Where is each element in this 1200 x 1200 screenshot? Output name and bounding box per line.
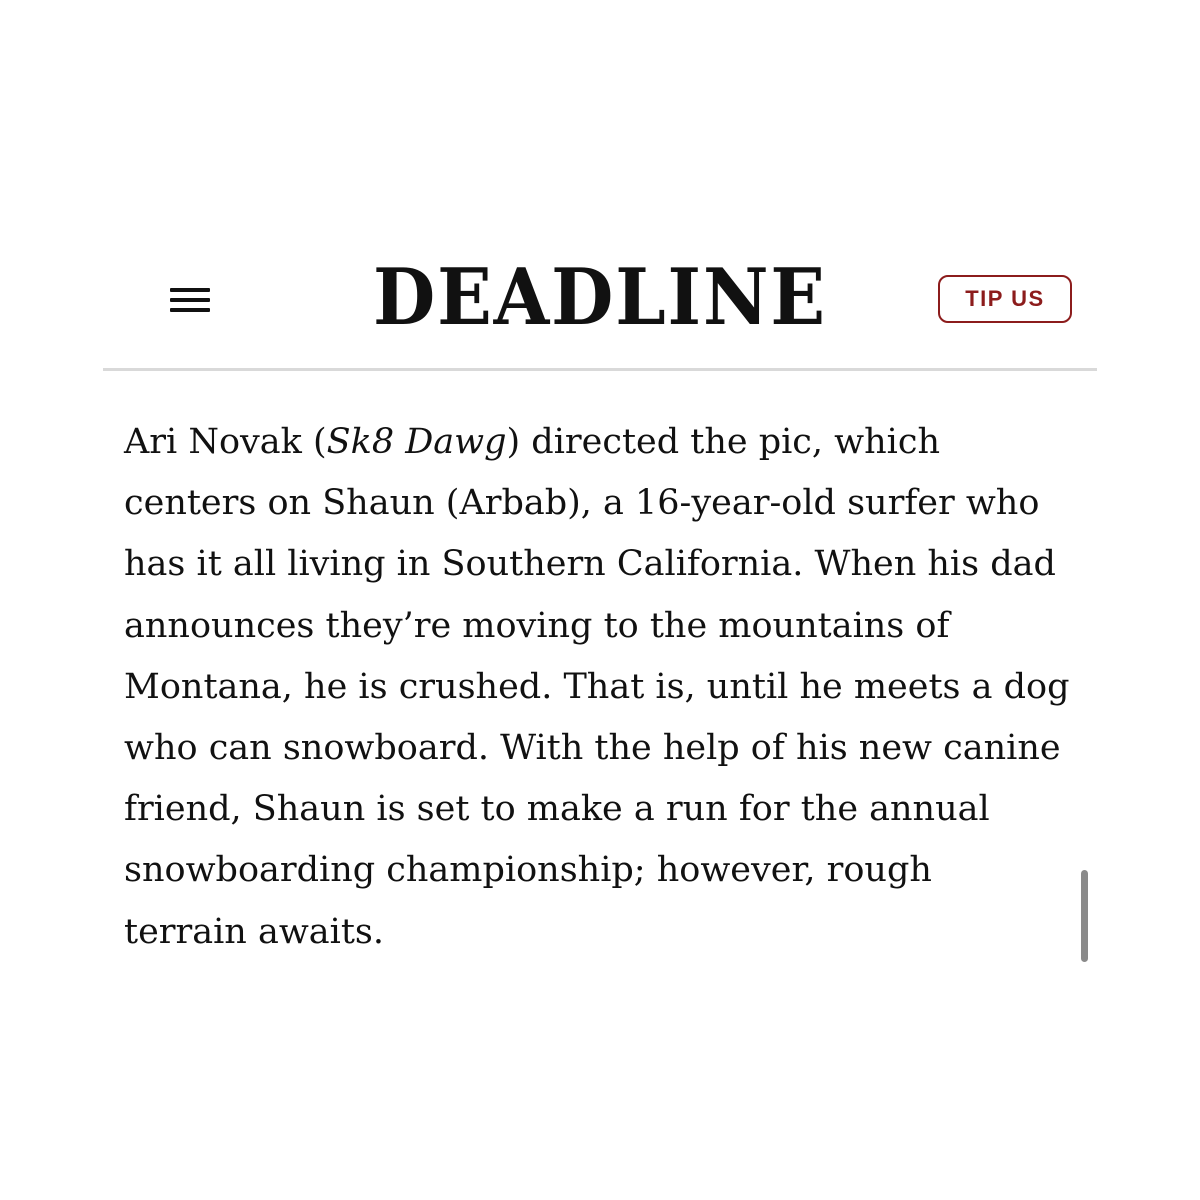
article-line: announces they’re moving to the mountains of bbox=[124, 605, 950, 646]
article-line-text: Ari Novak ( bbox=[124, 422, 327, 462]
menu-button[interactable] bbox=[166, 280, 214, 320]
article-line: friend, Shaun is set to make a run for the annual bbox=[124, 789, 990, 830]
header-divider bbox=[103, 368, 1097, 371]
article-line: has it all living in Southern California. When his dad bbox=[124, 544, 1056, 585]
tip-us-button[interactable]: TIP US bbox=[938, 275, 1072, 323]
article-line: Montana, he is crushed. That is, until he meets a dog bbox=[124, 666, 1070, 707]
scrollbar-thumb[interactable] bbox=[1081, 870, 1088, 962]
article-line: snowboarding championship; however, rough bbox=[124, 850, 932, 891]
article-line bbox=[124, 412, 1084, 473]
article-paragraph bbox=[124, 412, 1084, 963]
article-line: centers on Shaun (Arbab), a 16-year-old surfer who bbox=[124, 483, 1040, 524]
film-title-italic: Sk8 Dawg bbox=[326, 422, 507, 462]
article-line: terrain awaits. bbox=[124, 911, 385, 952]
article-line-text: ) directed the pic, which bbox=[506, 422, 940, 462]
site-logo[interactable]: DEADLINE bbox=[373, 252, 827, 343]
article-line: who can snowboard. With the help of his new canine bbox=[124, 728, 1061, 769]
